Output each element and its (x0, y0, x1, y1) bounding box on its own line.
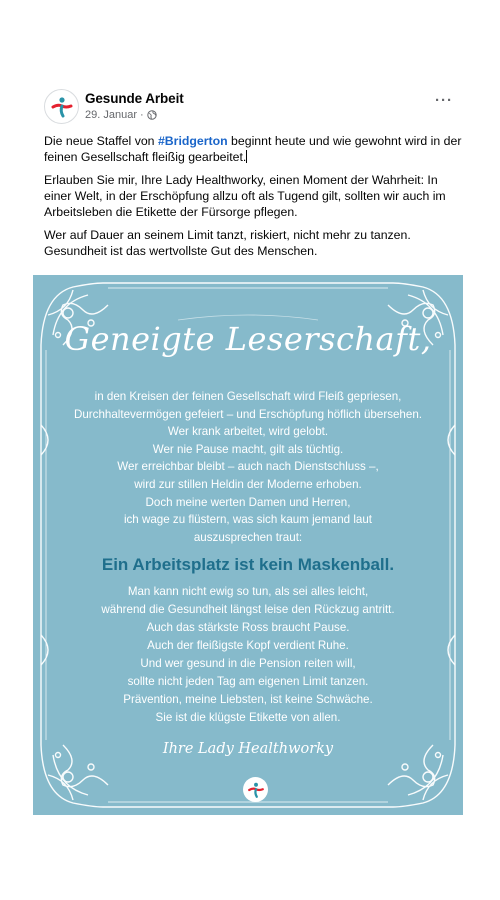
card-line: sollte nicht jeden Tag am eigenen Limit tanzen. (127, 675, 369, 688)
post-paragraph-2: Erlauben Sie mir, Ihre Lady Healthworky, einen Moment der Wahrheit: In einer Welt, in der Erschöpfung allzu oft als Tugend gilt, sollten wir auch im Arbeitsleben die Etikette der Fürsorge pflegen. (44, 173, 446, 219)
card-greeting: Geneigte Leserschaft, (64, 320, 432, 358)
post-meta (85, 109, 157, 121)
more-options-button[interactable]: ··· (435, 92, 453, 109)
page-name[interactable]: Gesunde Arbeit (85, 91, 184, 106)
card-line: Wer erreichbar bleibt – auch nach Dienstschluss –, (117, 460, 379, 474)
post-paragraph-1 (44, 133, 462, 165)
card-line: ich wage zu flüstern, was sich kaum jemand laut (123, 513, 373, 527)
card-line: Und wer gesund in die Pension reiten will, (140, 657, 356, 670)
card-line: wird zur stillen Heldin der Moderne erhoben. (134, 477, 362, 491)
card-line: Auch der fleißigste Kopf verdient Ruhe. (147, 639, 349, 652)
card-signature: Ihre Lady Healthworky (162, 741, 334, 757)
card-body-2 (33, 583, 463, 727)
post-paragraph-3: Wer auf Dauer an seinem Limit tanzt, riskiert, nicht mehr zu tanzen. Gesundheit ist das wertvollste Gut des Menschen. (44, 228, 411, 258)
card-line: Durchhaltevermögen gefeiert – und Erschöpfung höflich übersehen. (73, 407, 423, 421)
page-avatar[interactable] (44, 89, 79, 124)
card-line: in den Kreisen der feinen Gesellschaft wird Fleiß gepriesen, (94, 390, 402, 403)
card-line: Sie ist die klügste Etikette von allen. (155, 711, 341, 724)
card-line: Man kann nicht ewig so tun, als sei alles leicht, (127, 585, 369, 598)
post-header (44, 88, 456, 126)
card-line: Doch meine werten Damen und Herren, (145, 495, 351, 509)
card-headline: Ein Arbeitsplatz ist kein Maskenball. (101, 555, 395, 574)
card-logo (243, 777, 268, 802)
post-date[interactable]: 29. Januar (85, 109, 137, 121)
card-line: Auch das stärkste Ross braucht Pause. (146, 621, 350, 634)
post-text (44, 133, 462, 266)
meta-separator: · (139, 109, 144, 121)
post-image-card[interactable] (33, 275, 463, 815)
card-line: auszusprechen traut: (193, 530, 303, 544)
gesunde-arbeit-logo-icon (50, 95, 74, 119)
text-caret (246, 150, 247, 163)
globe-icon[interactable] (147, 110, 157, 120)
card-body (33, 388, 463, 546)
paragraph-1-before: Die neue Staffel von (44, 134, 158, 148)
card-line: Wer krank arbeitet, wird gelobt. (167, 425, 329, 439)
card-line: Wer nie Pause macht, gilt als tüchtig. (152, 442, 344, 456)
card-line: während die Gesundheit längst leise den Rückzug antritt. (101, 603, 395, 616)
gesunde-arbeit-logo-icon (247, 781, 265, 799)
card-line: Prävention, meine Liebsten, ist keine Schwäche. (123, 693, 373, 706)
paragraph-1-after: beginnt heute und wie gewohnt wird in der feinen Gesellschaft fleißig gearbeitet. (44, 134, 462, 164)
hashtag-link[interactable]: #Bridgerton (157, 134, 228, 148)
